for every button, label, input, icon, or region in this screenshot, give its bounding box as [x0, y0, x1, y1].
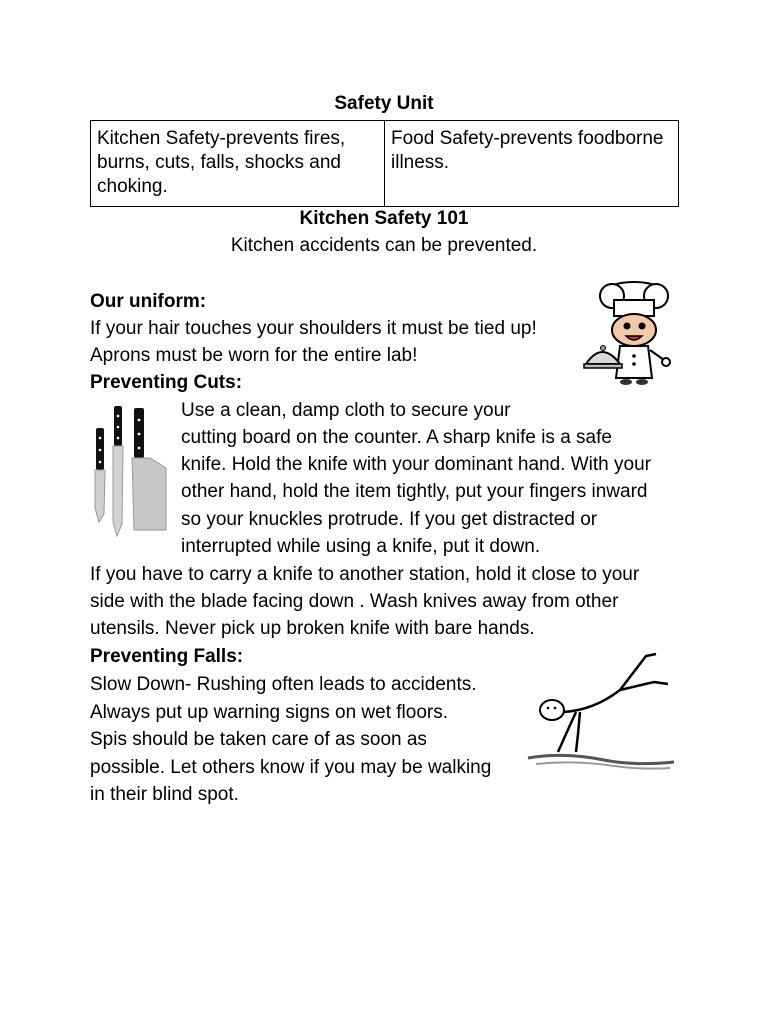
cuts-line: Use a clean, damp cloth to secure your — [181, 400, 511, 421]
uniform-line: If your hair touches your shoulders it must be tied up! — [90, 318, 537, 339]
falls-line: Spis should be taken care of as soon as — [90, 729, 427, 750]
uniform-heading: Our uniform: — [90, 291, 207, 312]
section-title: Kitchen Safety 101 — [299, 208, 469, 229]
knives-illustration — [92, 404, 170, 538]
kitchen-safety-cell: Kitchen Safety-prevents fires, burns, cuts, falls, shocks and choking. — [91, 121, 385, 206]
chef-illustration — [582, 278, 686, 388]
cuts-line: so your knuckles protrude. If you get distracted or — [181, 509, 598, 530]
cuts-line: cutting board on the counter. A sharp knife is a safe — [181, 427, 612, 448]
page-title: Safety Unit — [334, 93, 434, 114]
falls-line: possible. Let others know if you may be walking — [90, 757, 492, 778]
cuts-line: knife. Hold the knife with your dominant hand. With your — [181, 454, 651, 475]
section-intro: Kitchen accidents can be prevented. — [230, 235, 538, 256]
cuts-line: If you have to carry a knife to another station, hold it close to your — [90, 564, 640, 585]
uniform-line: Aprons must be worn for the entire lab! — [90, 345, 418, 366]
cuts-line: side with the blade facing down . Wash knives away from other — [90, 591, 619, 612]
falls-line: in their blind spot. — [90, 784, 239, 805]
falls-line: Slow Down- Rushing often leads to accidents. — [90, 674, 477, 695]
cuts-line: interrupted while using a knife, put it down. — [181, 536, 541, 557]
cuts-line: utensils. Never pick up broken knife with bare hands. — [90, 618, 535, 639]
cuts-line: other hand, hold the item tightly, put your fingers inward — [181, 481, 648, 502]
food-safety-cell: Food Safety-prevents foodborne illness. — [391, 128, 664, 173]
falls-line: Always put up warning signs on wet floors. — [90, 702, 449, 723]
falls-heading: Preventing Falls: — [90, 646, 244, 667]
cuts-heading: Preventing Cuts: — [90, 372, 243, 393]
safety-unit-table — [90, 120, 679, 207]
falling-person-illustration — [524, 648, 680, 774]
